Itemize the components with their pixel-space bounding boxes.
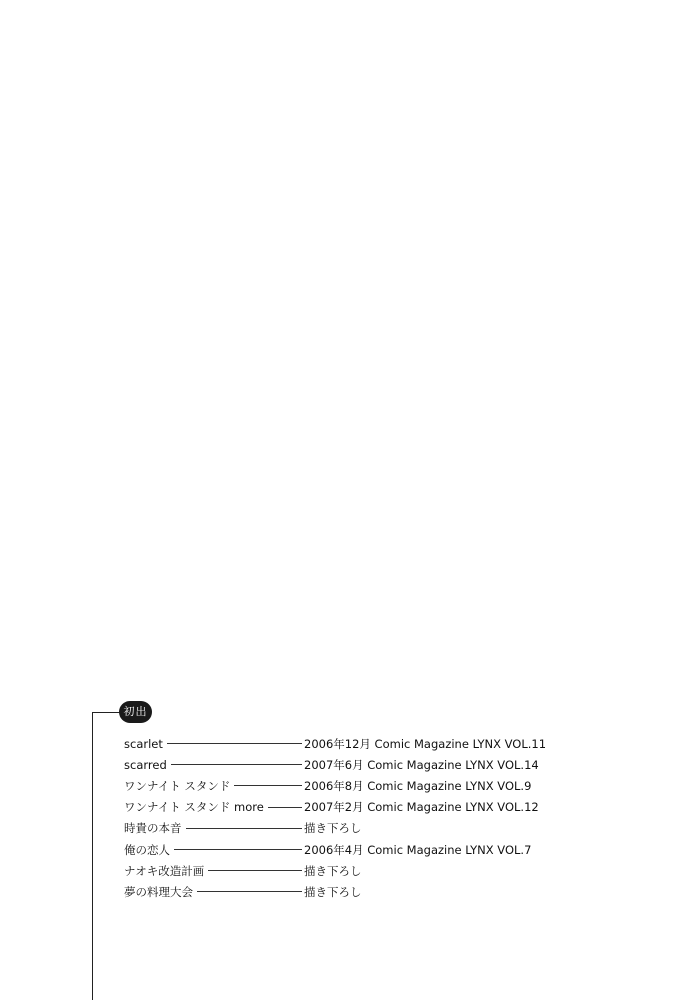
leader-line: [174, 849, 302, 850]
leader-line: [268, 807, 302, 808]
credit-row: [124, 881, 564, 902]
credit-row: [124, 775, 564, 796]
leader-line: [234, 785, 302, 786]
credit-title: 俺の恋人: [124, 842, 170, 857]
frame-horizontal-rule: [92, 712, 120, 713]
credit-source: 2007年6月 Comic Magazine LYNX VOL.14: [304, 757, 539, 772]
credit-title: ワンナイト スタンド: [124, 778, 231, 793]
credit-row: [124, 818, 564, 839]
credit-title: 夢の料理大会: [124, 884, 193, 899]
frame-vertical-rule: [92, 712, 93, 1000]
leader-line: [186, 828, 303, 829]
credit-source: 2007年2月 Comic Magazine LYNX VOL.12: [304, 800, 539, 815]
credit-title: scarred: [124, 757, 167, 772]
leader-line: [171, 764, 302, 765]
credit-row: [124, 733, 564, 754]
credit-row: [124, 839, 564, 860]
credit-row: [124, 860, 564, 881]
credit-source: 2006年8月 Comic Magazine LYNX VOL.9: [304, 778, 532, 793]
credit-title: ワンナイト スタンド more: [124, 800, 264, 815]
credit-source: 2006年4月 Comic Magazine LYNX VOL.7: [304, 842, 532, 857]
credit-title: scarlet: [124, 736, 163, 751]
credit-row: [124, 754, 564, 775]
leader-line: [208, 870, 302, 871]
credit-title: 時貴の本音: [124, 821, 182, 836]
credit-source: 描き下ろし: [304, 821, 362, 836]
credit-source: 描き下ろし: [304, 884, 362, 899]
leader-line: [167, 743, 302, 744]
credit-source: 2006年12月 Comic Magazine LYNX VOL.11: [304, 736, 547, 751]
credit-source: 描き下ろし: [304, 863, 362, 878]
section-heading-badge: 初出: [119, 701, 152, 723]
credits-list: [124, 733, 564, 903]
leader-line: [197, 891, 302, 892]
credit-title: ナオキ改造計画: [124, 863, 205, 878]
credit-row: [124, 797, 564, 818]
